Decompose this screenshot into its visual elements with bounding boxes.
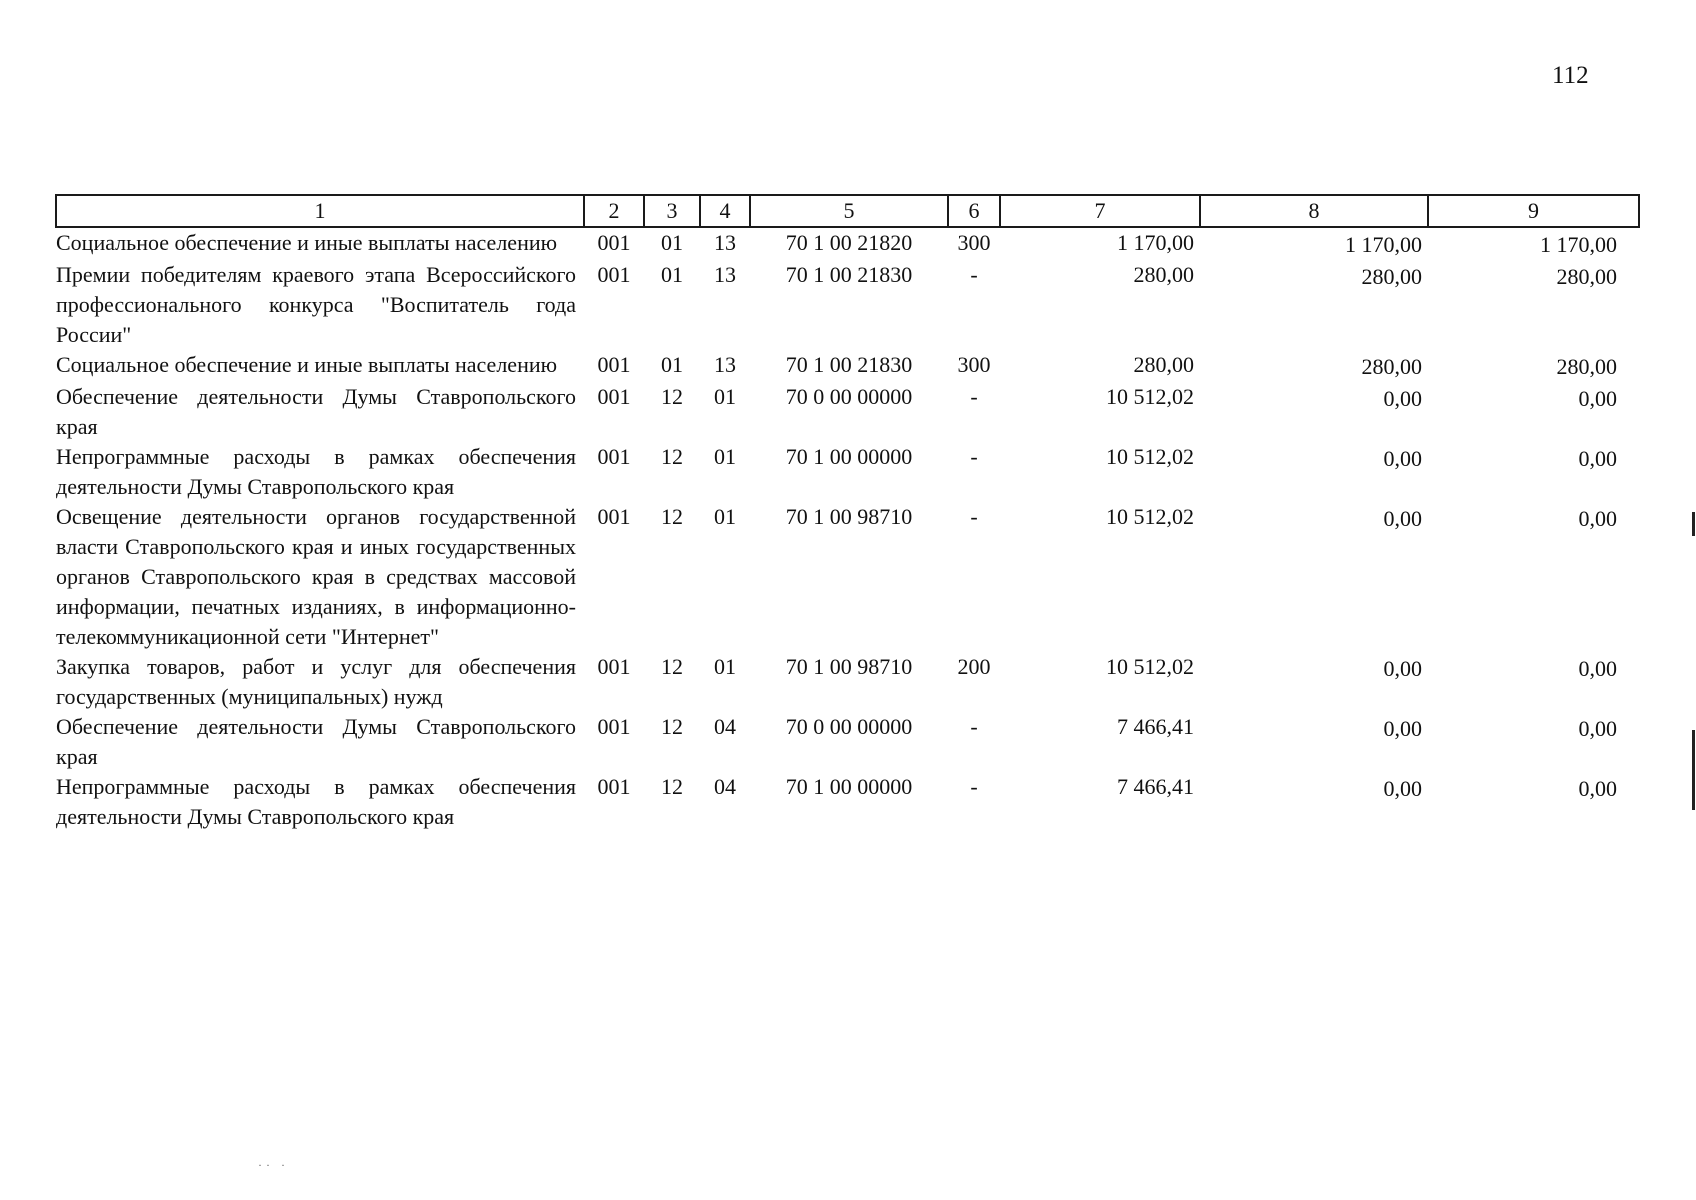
row-amount-8: 0,00 xyxy=(1383,716,1422,741)
scan-edge-mark xyxy=(1692,730,1695,810)
row-target-code: 70 1 00 98710 xyxy=(785,654,913,679)
row-ministry-code: 001 xyxy=(597,352,631,377)
row-amount-8: 0,00 xyxy=(1383,506,1422,531)
row-name: Социальное обеспечение и иные выплаты населению xyxy=(56,352,558,377)
row-target-code: 70 1 00 00000 xyxy=(785,774,913,799)
row-subsection-code: 01 xyxy=(714,654,736,679)
table-row xyxy=(56,227,1639,260)
row-name: Обеспечение деятельности Думы Ставропольского края xyxy=(56,384,576,439)
row-section-code: 12 xyxy=(661,384,683,409)
table-row xyxy=(56,712,1639,772)
table-body xyxy=(56,227,1639,832)
row-amount-9: 0,00 xyxy=(1578,776,1617,801)
row-ministry-code: 001 xyxy=(597,714,631,739)
row-expense-type: - xyxy=(970,714,978,739)
row-ministry-code: 001 xyxy=(597,384,631,409)
page-number: 112 xyxy=(1552,62,1589,89)
row-ministry-code: 001 xyxy=(597,444,631,469)
header-col-4: 4 xyxy=(700,195,750,227)
row-amount-8: 0,00 xyxy=(1383,446,1422,471)
row-amount-7: 1 170,00 xyxy=(1117,230,1194,255)
row-amount-8: 1 170,00 xyxy=(1345,232,1422,257)
table-row xyxy=(56,502,1639,652)
scan-edge-mark xyxy=(1692,512,1695,536)
row-amount-8: 0,00 xyxy=(1383,776,1422,801)
row-expense-type: - xyxy=(970,774,978,799)
row-ministry-code: 001 xyxy=(597,262,631,287)
header-col-8: 8 xyxy=(1200,195,1428,227)
row-section-code: 12 xyxy=(661,774,683,799)
table-header xyxy=(56,195,1639,227)
row-section-code: 12 xyxy=(661,444,683,469)
row-target-code: 70 1 00 21820 xyxy=(785,230,913,255)
row-ministry-code: 001 xyxy=(597,230,631,255)
row-amount-9: 1 170,00 xyxy=(1540,232,1617,257)
row-amount-9: 0,00 xyxy=(1578,656,1617,681)
row-amount-8: 280,00 xyxy=(1361,354,1422,379)
row-amount-7: 10 512,02 xyxy=(1106,444,1194,469)
row-target-code: 70 0 00 00000 xyxy=(785,714,913,739)
header-col-6: 6 xyxy=(948,195,1000,227)
row-subsection-code: 01 xyxy=(714,384,736,409)
row-amount-9: 280,00 xyxy=(1556,354,1617,379)
row-amount-7: 7 466,41 xyxy=(1117,774,1194,799)
row-section-code: 12 xyxy=(661,714,683,739)
row-ministry-code: 001 xyxy=(597,504,631,529)
row-amount-9: 0,00 xyxy=(1578,716,1617,741)
table-row xyxy=(56,260,1639,350)
row-section-code: 12 xyxy=(661,654,683,679)
row-name: Освещение деятельности органов государственной власти Ставропольского края и иных государственных органов Ставропольского края в средствах массовой информации, печатных изданиях, в информационно-телекоммуникационной сети "Интернет" xyxy=(56,504,576,649)
row-amount-8: 0,00 xyxy=(1383,656,1422,681)
row-expense-type: - xyxy=(970,384,978,409)
scan-artifact: ·· · xyxy=(258,1158,289,1172)
row-subsection-code: 13 xyxy=(714,230,736,255)
row-amount-9: 0,00 xyxy=(1578,386,1617,411)
row-amount-9: 0,00 xyxy=(1578,506,1617,531)
row-amount-7: 280,00 xyxy=(1133,262,1194,287)
budget-table xyxy=(55,194,1640,832)
row-expense-type: - xyxy=(970,504,978,529)
table-row xyxy=(56,772,1639,832)
row-name: Закупка товаров, работ и услуг для обеспечения государственных (муниципальных) нужд xyxy=(56,654,576,709)
row-amount-7: 10 512,02 xyxy=(1106,384,1194,409)
row-amount-7: 7 466,41 xyxy=(1117,714,1194,739)
header-col-2: 2 xyxy=(584,195,644,227)
row-section-code: 01 xyxy=(661,352,683,377)
row-expense-type: 200 xyxy=(957,654,991,679)
row-section-code: 01 xyxy=(661,230,683,255)
row-name: Социальное обеспечение и иные выплаты населению xyxy=(56,230,558,255)
row-name: Непрограммные расходы в рамках обеспечения деятельности Думы Ставропольского края xyxy=(56,774,576,829)
header-col-1: 1 xyxy=(56,195,584,227)
table-row xyxy=(56,442,1639,502)
row-subsection-code: 13 xyxy=(714,262,736,287)
row-amount-7: 10 512,02 xyxy=(1106,504,1194,529)
header-col-7: 7 xyxy=(1000,195,1200,227)
row-ministry-code: 001 xyxy=(597,654,631,679)
row-name: Непрограммные расходы в рамках обеспечения деятельности Думы Ставропольского края xyxy=(56,444,576,499)
table-row xyxy=(56,350,1639,382)
row-subsection-code: 04 xyxy=(714,774,736,799)
header-col-5: 5 xyxy=(750,195,948,227)
row-name: Премии победителям краевого этапа Всероссийского профессионального конкурса "Воспитатель года России" xyxy=(56,262,576,347)
header-row xyxy=(56,195,1639,227)
row-section-code: 01 xyxy=(661,262,683,287)
row-amount-9: 280,00 xyxy=(1556,264,1617,289)
row-section-code: 12 xyxy=(661,504,683,529)
row-amount-8: 280,00 xyxy=(1361,264,1422,289)
header-col-9: 9 xyxy=(1428,195,1639,227)
row-subsection-code: 04 xyxy=(714,714,736,739)
row-amount-7: 280,00 xyxy=(1133,352,1194,377)
row-target-code: 70 1 00 00000 xyxy=(785,444,913,469)
row-ministry-code: 001 xyxy=(597,774,631,799)
header-col-3: 3 xyxy=(644,195,700,227)
row-subsection-code: 13 xyxy=(714,352,736,377)
row-expense-type: - xyxy=(970,262,978,287)
row-amount-7: 10 512,02 xyxy=(1106,654,1194,679)
row-target-code: 70 1 00 21830 xyxy=(785,262,913,287)
row-target-code: 70 1 00 21830 xyxy=(785,352,913,377)
row-subsection-code: 01 xyxy=(714,504,736,529)
table-row xyxy=(56,652,1639,712)
row-amount-9: 0,00 xyxy=(1578,446,1617,471)
table-row xyxy=(56,382,1639,442)
row-target-code: 70 0 00 00000 xyxy=(785,384,913,409)
row-name: Обеспечение деятельности Думы Ставропольского края xyxy=(56,714,576,769)
row-expense-type: 300 xyxy=(957,352,991,377)
row-target-code: 70 1 00 98710 xyxy=(785,504,913,529)
row-expense-type: - xyxy=(970,444,978,469)
row-subsection-code: 01 xyxy=(714,444,736,469)
row-amount-8: 0,00 xyxy=(1383,386,1422,411)
row-expense-type: 300 xyxy=(957,230,991,255)
